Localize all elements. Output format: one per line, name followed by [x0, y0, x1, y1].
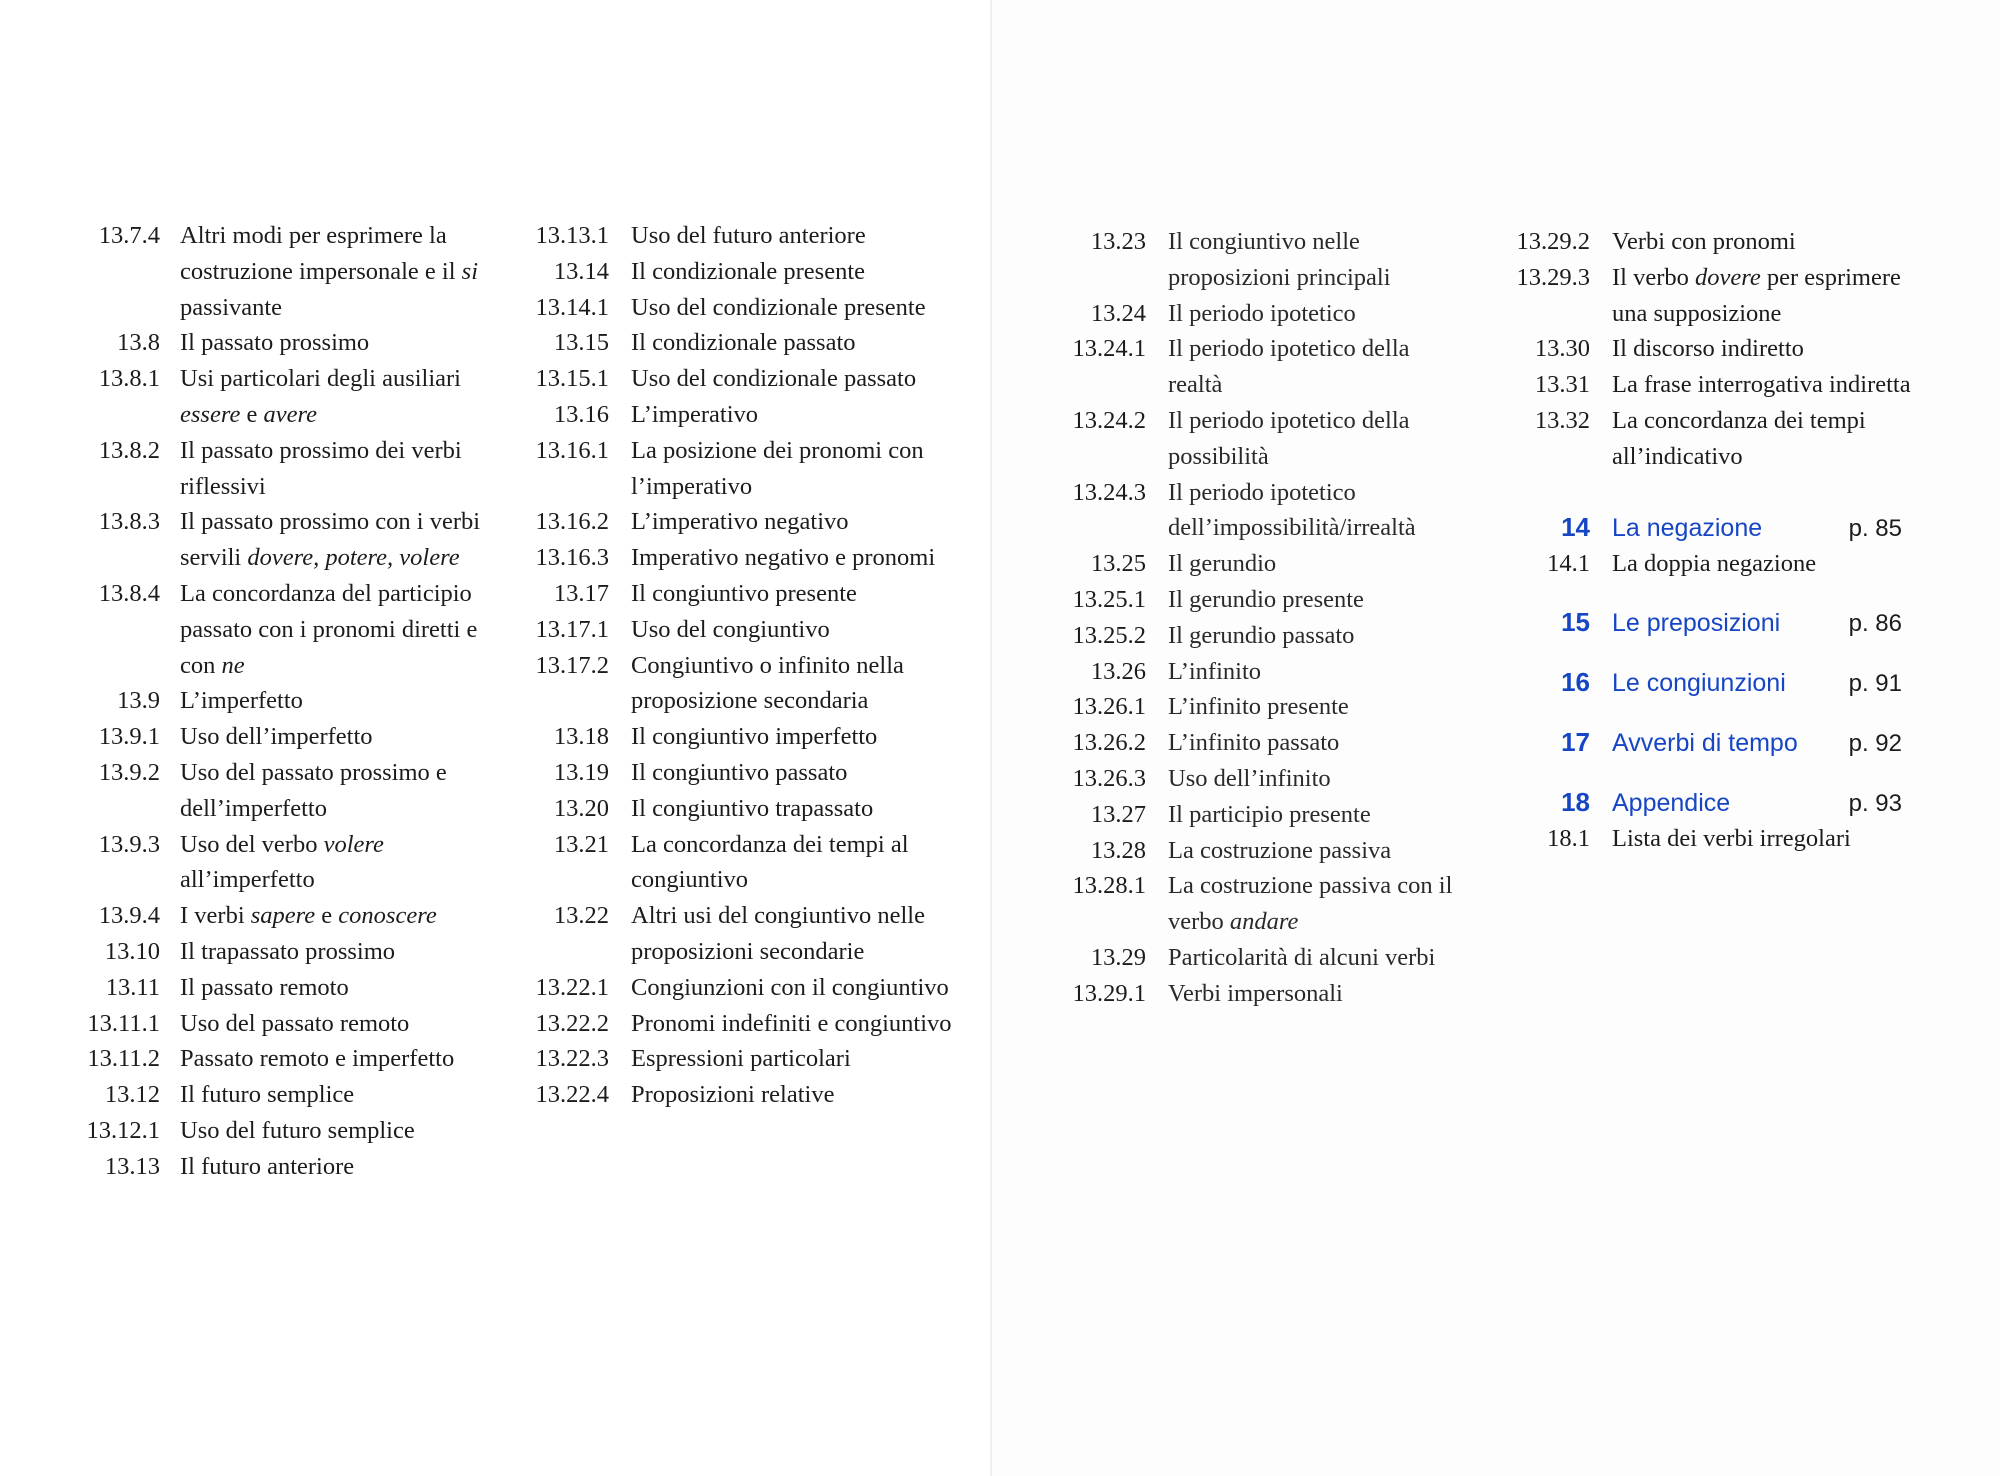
toc-entry[interactable] [500, 791, 966, 827]
chapter-title: La negazione [1612, 513, 1763, 542]
toc-entry[interactable] [500, 325, 966, 361]
title-text: Proposizioni relative [631, 1081, 835, 1109]
toc-entry-title [631, 254, 966, 290]
title-text: Il periodo ipotetico dell’impossibilità/irrealtà [1168, 478, 1416, 542]
toc-entry[interactable] [60, 719, 510, 755]
chapter-title: Appendice [1612, 789, 1731, 818]
toc-entry-title [631, 827, 966, 899]
title-text: Uso dell’infinito [1168, 764, 1331, 792]
chapter-heading[interactable] [1500, 510, 1912, 546]
title-text: Espressioni particolari [631, 1045, 851, 1073]
title-text: Uso del futuro semplice [180, 1116, 415, 1144]
italic-term: andare [1229, 908, 1299, 936]
toc-entry-title [631, 612, 966, 648]
toc-entry-title [1612, 260, 1912, 332]
toc-entry-number: 13.9 [117, 687, 160, 715]
toc-entry[interactable] [500, 540, 966, 576]
italic-term: dovere [1695, 263, 1761, 291]
title-text: L’imperativo negativo [631, 508, 849, 536]
toc-entry-number: 13.24.3 [1072, 478, 1146, 506]
toc-entry[interactable] [1050, 689, 1468, 725]
title-text: L’imperativo [631, 400, 759, 428]
italic-term: dovere, potere, volere [247, 544, 460, 572]
toc-entry[interactable] [1050, 833, 1468, 869]
toc-entry[interactable] [1050, 546, 1468, 582]
chapter-spacer [1500, 581, 1912, 605]
title-text: e [315, 902, 339, 930]
title-text: La concordanza del participio passato con i pronomi diretti e con [180, 579, 478, 679]
toc-entry-title [631, 791, 966, 827]
toc-entry-title [1168, 475, 1468, 547]
chapter-number: 15 [1561, 607, 1590, 638]
toc-entry-number: 13.28 [1090, 836, 1146, 864]
toc-entry[interactable] [1050, 868, 1468, 940]
toc-entry-number: 18.1 [1547, 825, 1590, 853]
toc-entry[interactable] [60, 827, 510, 899]
toc-entry-title [180, 719, 510, 755]
toc-entry-title [1168, 546, 1468, 582]
toc-entry-title [631, 970, 966, 1006]
toc-entry[interactable] [500, 433, 966, 505]
italic-term: ne [221, 651, 245, 679]
toc-entry[interactable] [1050, 296, 1468, 332]
toc-entry[interactable] [1050, 403, 1468, 475]
title-text: La costruzione passiva [1168, 836, 1392, 864]
toc-entry[interactable] [60, 1113, 510, 1149]
toc-entry-number: 13.10 [104, 937, 160, 965]
title-text: Uso del passato prossimo e dell’imperfetto [180, 758, 447, 822]
toc-entry-number: 13.19 [553, 758, 609, 786]
title-text: Particolarità di alcuni verbi [1168, 943, 1436, 971]
toc-entry-number: 13.24 [1090, 299, 1146, 327]
title-text: Il gerundio passato [1168, 621, 1355, 649]
toc-entry-title [1168, 725, 1468, 761]
title-text: La concordanza dei tempi all’indicativo [1612, 406, 1866, 470]
toc-entry-number: 13.9.4 [98, 902, 160, 930]
toc-column-3 [1050, 224, 1468, 1012]
chapter-spacer [1500, 641, 1912, 665]
toc-entry-number: 13.16 [553, 400, 609, 428]
toc-entry[interactable] [1050, 331, 1468, 403]
title-text: Uso del passato remoto [180, 1009, 410, 1037]
title-text: Altri modi per esprimere la costruzione impersonale e il [180, 222, 462, 285]
title-text: La concordanza dei tempi al congiuntivo [631, 830, 909, 894]
toc-entry-title [1612, 331, 1912, 367]
toc-entry[interactable] [500, 719, 966, 755]
toc-entry[interactable] [500, 1041, 966, 1077]
title-text: Il participio presente [1168, 800, 1371, 828]
title-text: I verbi [180, 902, 251, 930]
toc-column-2 [500, 218, 966, 1113]
toc-entry[interactable] [1050, 475, 1468, 547]
toc-entry-number: 13.8.4 [98, 579, 160, 607]
title-text: Il gerundio presente [1168, 585, 1364, 613]
chapter-number: 18 [1561, 787, 1590, 818]
toc-entry-number: 13.16.1 [535, 436, 609, 464]
title-text: L’infinito passato [1168, 729, 1340, 757]
toc-entry-title [631, 290, 966, 326]
title-text: Il condizionale passato [631, 329, 856, 357]
chapter-heading[interactable] [1500, 785, 1912, 821]
toc-entry-number: 13.13.1 [535, 222, 609, 249]
toc-entry-title [631, 397, 966, 433]
title-text: Il passato prossimo dei verbi riflessivi [180, 436, 462, 500]
toc-entry[interactable] [60, 361, 510, 433]
toc-entry-title [180, 1113, 510, 1149]
toc-entry-title [1168, 797, 1468, 833]
title-text: Il congiuntivo imperfetto [631, 723, 878, 751]
toc-entry-number: 13.28.1 [1072, 872, 1146, 900]
toc-entry-title [1168, 331, 1468, 403]
toc-entry-number: 13.11 [105, 973, 160, 1001]
toc-entry-number: 13.25.2 [1072, 621, 1146, 649]
toc-column-4 [1500, 224, 1912, 857]
toc-entry[interactable] [60, 755, 510, 827]
toc-entry-number: 13.27 [1090, 800, 1146, 828]
toc-entry-title [180, 934, 510, 970]
toc-entry-title [631, 576, 966, 612]
title-text: Usi particolari degli ausiliari [180, 365, 461, 393]
toc-entry[interactable] [500, 504, 966, 540]
title-text: Il periodo ipotetico della realtà [1168, 335, 1410, 399]
toc-entry-title [1168, 868, 1468, 940]
chapter-number: 14 [1561, 511, 1590, 542]
toc-entry-title [1168, 224, 1468, 296]
toc-entry-number: 13.24.1 [1072, 335, 1146, 363]
chapter-page: p. 85 [1848, 514, 1902, 542]
toc-entry[interactable] [1050, 976, 1468, 1012]
toc-entry-number: 13.25 [1090, 550, 1146, 578]
toc-entry[interactable] [500, 397, 966, 433]
title-text: Il passato remoto [180, 973, 349, 1001]
title-text: Il passato prossimo con i verbi servili [180, 508, 481, 572]
chapter-page: p. 93 [1848, 790, 1902, 818]
toc-entry[interactable] [1500, 224, 1912, 260]
toc-entry-title [1168, 689, 1468, 725]
title-text: passivante [180, 293, 283, 321]
toc-entry-number: 13.25.1 [1072, 585, 1146, 613]
toc-entry-number: 13.7.4 [98, 222, 160, 249]
title-text: Il discorso indiretto [1612, 335, 1804, 363]
chapter-page: p. 91 [1848, 670, 1902, 698]
toc-entry[interactable] [500, 612, 966, 648]
toc-entry-number: 13.13 [104, 1152, 160, 1180]
toc-entry-number: 13.32 [1534, 406, 1590, 434]
title-text: Il futuro anteriore [180, 1152, 355, 1180]
toc-entry-title: La doppia negazione [1612, 549, 1817, 577]
toc-entry[interactable] [60, 970, 510, 1006]
toc-entry[interactable] [500, 898, 966, 970]
toc-entry-title [1612, 367, 1912, 403]
toc-entry[interactable] [500, 361, 966, 397]
toc-entry-title [631, 1041, 966, 1077]
toc-entry-title [180, 433, 510, 505]
toc-entry-number: 13.12.1 [86, 1116, 160, 1144]
italic-term: avere [263, 400, 317, 428]
toc-entry-title [1168, 833, 1468, 869]
title-text: Il congiuntivo presente [631, 579, 857, 607]
toc-entry-number: 13.22.3 [535, 1045, 609, 1073]
toc-entry-title [631, 433, 966, 505]
toc-entry-title [1168, 654, 1468, 690]
chapter-title: Avverbi di tempo [1612, 729, 1798, 758]
title-text: L’infinito presente [1168, 693, 1349, 721]
toc-entry-number: 13.15.1 [535, 365, 609, 393]
chapter-page: p. 86 [1848, 610, 1902, 638]
title-text: Pronomi indefiniti e congiuntivo [631, 1009, 952, 1037]
toc-entry-title [180, 1006, 510, 1042]
title-text: Il congiuntivo passato [631, 758, 848, 786]
title-text: Congiuntivo o infinito nella proposizione secondaria [631, 651, 904, 715]
toc-entry-title [1612, 224, 1912, 260]
toc-entry-title [180, 361, 510, 433]
toc-entry-number: 13.17 [553, 579, 609, 607]
toc-entry-title [1168, 618, 1468, 654]
toc-entry-number: 13.8.1 [98, 365, 160, 393]
toc-entry[interactable] [1500, 260, 1912, 332]
toc-entry[interactable] [60, 576, 510, 683]
title-text: Verbi con pronomi [1612, 228, 1796, 255]
title-text: Verbi impersonali [1168, 979, 1343, 1007]
toc-entry-number: 13.29.2 [1516, 228, 1590, 255]
title-text: Imperativo negativo e pronomi [631, 544, 936, 572]
toc-entry-number: 13.21 [553, 830, 609, 858]
toc-entry[interactable] [60, 683, 510, 719]
toc-entry-title [180, 325, 510, 361]
toc-entry-title [631, 719, 966, 755]
toc-entry[interactable] [1050, 224, 1468, 296]
toc-entry-title [1168, 940, 1468, 976]
italic-term: sapere [250, 902, 316, 930]
toc-entry-title [1168, 761, 1468, 797]
toc-entry[interactable] [500, 755, 966, 791]
chapter-page: p. 92 [1848, 730, 1902, 758]
title-text: Uso del condizionale passato [631, 365, 917, 393]
toc-entry-number: 13.9.1 [98, 723, 160, 751]
title-text: Il condizionale presente [631, 257, 866, 285]
toc-entry-number: 13.9.2 [98, 758, 160, 786]
toc-entry-number: 13.29.1 [1072, 979, 1146, 1007]
italic-term: essere [180, 400, 241, 428]
left-page [0, 0, 992, 1476]
toc-entry[interactable] [500, 576, 966, 612]
toc-entry-number: 13.14.1 [535, 293, 609, 321]
toc-entry-number: 13.26.2 [1072, 729, 1146, 757]
toc-entry-title [631, 504, 966, 540]
title-text: Il congiuntivo trapassato [631, 794, 874, 822]
toc-entry-title [180, 218, 510, 325]
toc-entry[interactable] [1050, 797, 1468, 833]
toc-entry-number: 14.1 [1547, 549, 1590, 577]
italic-term: si [461, 257, 478, 285]
chapter-spacer [1500, 761, 1912, 785]
toc-entry[interactable] [60, 1149, 510, 1185]
toc-column-4-entries [1500, 224, 1912, 475]
toc-entry-number: 13.16.2 [535, 508, 609, 536]
toc-entry[interactable] [60, 1041, 510, 1077]
toc-entry-number: 13.8.2 [98, 436, 160, 464]
toc-entry-number: 13.22.4 [535, 1081, 609, 1109]
toc-entry[interactable] [1050, 618, 1468, 654]
toc-entry[interactable] [1500, 403, 1912, 475]
chapter-number: 17 [1561, 727, 1590, 758]
toc-entry-title [631, 648, 966, 720]
chapter-list [1500, 475, 1912, 858]
toc-entry[interactable] [1500, 821, 1912, 857]
title-text: Uso del condizionale presente [631, 293, 926, 321]
toc-entry-number: 13.16.3 [535, 544, 609, 572]
title-text: e [240, 400, 264, 428]
toc-entry[interactable] [60, 433, 510, 505]
chapter-heading[interactable] [1500, 665, 1912, 701]
toc-entry-title [631, 540, 966, 576]
toc-entry-title [631, 898, 966, 970]
toc-entry-number: 13.23 [1090, 228, 1146, 255]
toc-entry-number: 13.26.1 [1072, 693, 1146, 721]
toc-entry[interactable] [60, 1077, 510, 1113]
toc-entry[interactable] [1050, 725, 1468, 761]
toc-entry-number: 13.8 [117, 329, 160, 357]
toc-entry-title [180, 970, 510, 1006]
toc-entry-title [180, 827, 510, 899]
title-text: all’imperfetto [180, 866, 315, 894]
toc-entry-title [631, 325, 966, 361]
toc-entry[interactable] [500, 1006, 966, 1042]
toc-entry[interactable] [500, 218, 966, 254]
title-text: Uso dell’imperfetto [180, 723, 373, 751]
toc-entry[interactable] [60, 218, 510, 325]
toc-entry-number: 13.29 [1090, 943, 1146, 971]
toc-entry[interactable] [1050, 940, 1468, 976]
toc-entry-title [1168, 296, 1468, 332]
toc-column-1 [60, 218, 510, 1185]
title-text: Il futuro semplice [180, 1081, 355, 1109]
title-text: Passato remoto e imperfetto [180, 1045, 455, 1073]
chapter-heading[interactable] [1500, 725, 1912, 761]
title-text: La costruzione passiva con il verbo [1168, 872, 1453, 936]
title-text: Il gerundio [1168, 550, 1277, 578]
toc-entry[interactable] [1500, 331, 1912, 367]
toc-entry[interactable] [1050, 761, 1468, 797]
italic-term: volere [323, 830, 384, 858]
toc-entry[interactable] [500, 827, 966, 899]
title-text: Uso del futuro anteriore [631, 222, 866, 249]
toc-entry-number: 13.20 [553, 794, 609, 822]
toc-entry-number: 13.14 [553, 257, 609, 285]
toc-entry-title [1168, 976, 1468, 1012]
toc-entry[interactable] [60, 934, 510, 970]
chapter-spacer [1500, 475, 1912, 510]
toc-entry-number: 13.11.2 [87, 1045, 160, 1073]
toc-entry[interactable] [1500, 546, 1912, 582]
toc-entry-title [180, 1077, 510, 1113]
title-text: Il verbo [1612, 263, 1695, 291]
toc-entry[interactable] [500, 290, 966, 326]
title-text: per esprimere una supposizione [1612, 263, 1901, 327]
toc-entry[interactable] [1500, 367, 1912, 403]
toc-entry-number: 13.18 [553, 723, 609, 751]
chapter-heading[interactable] [1500, 605, 1912, 641]
title-text: Il periodo ipotetico della possibilità [1168, 406, 1410, 470]
italic-term: conoscere [338, 902, 437, 930]
chapter-number: 16 [1561, 667, 1590, 698]
toc-entry-title [631, 218, 966, 254]
toc-entry-title [180, 576, 510, 683]
toc-entry[interactable] [60, 1006, 510, 1042]
toc-entry-number: 13.17.2 [535, 651, 609, 679]
toc-entry-number: 13.11.1 [87, 1009, 160, 1037]
title-text: Il congiuntivo nelle proposizioni principali [1168, 228, 1391, 291]
toc-entry-number: 13.31 [1534, 371, 1590, 399]
toc-entry[interactable] [60, 325, 510, 361]
chapter-title: Le congiunzioni [1612, 669, 1786, 698]
title-text: Uso del verbo [180, 830, 324, 858]
toc-entry-number: 13.17.1 [535, 615, 609, 643]
toc-entry-number: 13.22 [553, 902, 609, 930]
title-text: Il trapassato prossimo [180, 937, 396, 965]
title-text: L’imperfetto [180, 687, 303, 715]
toc-entry-title [180, 683, 510, 719]
toc-entry-number: 13.22.2 [535, 1009, 609, 1037]
toc-entry-title [1612, 403, 1912, 475]
toc-entry-number: 13.8.3 [98, 508, 160, 536]
toc-entry-number: 13.24.2 [1072, 406, 1146, 434]
toc-entry[interactable] [500, 970, 966, 1006]
toc-entry-number: 13.29.3 [1516, 263, 1590, 291]
toc-entry-title [1168, 403, 1468, 475]
title-text: Il periodo ipotetico [1168, 299, 1356, 327]
toc-entry-number: 13.9.3 [98, 830, 160, 858]
toc-entry-title [631, 1006, 966, 1042]
toc-entry-title [1168, 582, 1468, 618]
toc-entry[interactable] [60, 898, 510, 934]
toc-entry-number: 13.12 [104, 1081, 160, 1109]
toc-entry-title [180, 898, 510, 934]
toc-entry-title [180, 1149, 510, 1185]
toc-entry[interactable] [60, 504, 510, 576]
title-text: Il passato prossimo [180, 329, 370, 357]
chapter-title: Le preposizioni [1612, 609, 1781, 638]
title-text: Congiunzioni con il congiuntivo [631, 973, 949, 1001]
title-text: Altri usi del congiuntivo nelle proposizioni secondarie [631, 902, 925, 965]
title-text: La posizione dei pronomi con l’imperativo [631, 436, 924, 500]
toc-entry-title [180, 1041, 510, 1077]
toc-entry-title [180, 504, 510, 576]
chapter-spacer [1500, 701, 1912, 725]
toc-entry-number: 13.26 [1090, 657, 1146, 685]
title-text: Uso del congiuntivo [631, 615, 830, 643]
toc-entry-title [631, 755, 966, 791]
title-text: L’infinito [1168, 657, 1262, 685]
toc-entry-number: 13.22.1 [535, 973, 609, 1001]
toc-entry-number: 13.26.3 [1072, 764, 1146, 792]
toc-entry[interactable] [1050, 582, 1468, 618]
toc-entry-title [180, 755, 510, 827]
toc-entry-number: 13.30 [1534, 335, 1590, 363]
toc-entry-title [631, 1077, 966, 1113]
toc-entry-number: 13.15 [553, 329, 609, 357]
toc-entry-title [631, 361, 966, 397]
title-text: La frase interrogativa indiretta [1612, 371, 1911, 399]
toc-entry[interactable] [500, 254, 966, 290]
toc-entry-title: Lista dei verbi irregolari [1612, 825, 1851, 853]
toc-entry[interactable] [1050, 654, 1468, 690]
toc-entry[interactable] [500, 1077, 966, 1113]
toc-entry[interactable] [500, 648, 966, 720]
